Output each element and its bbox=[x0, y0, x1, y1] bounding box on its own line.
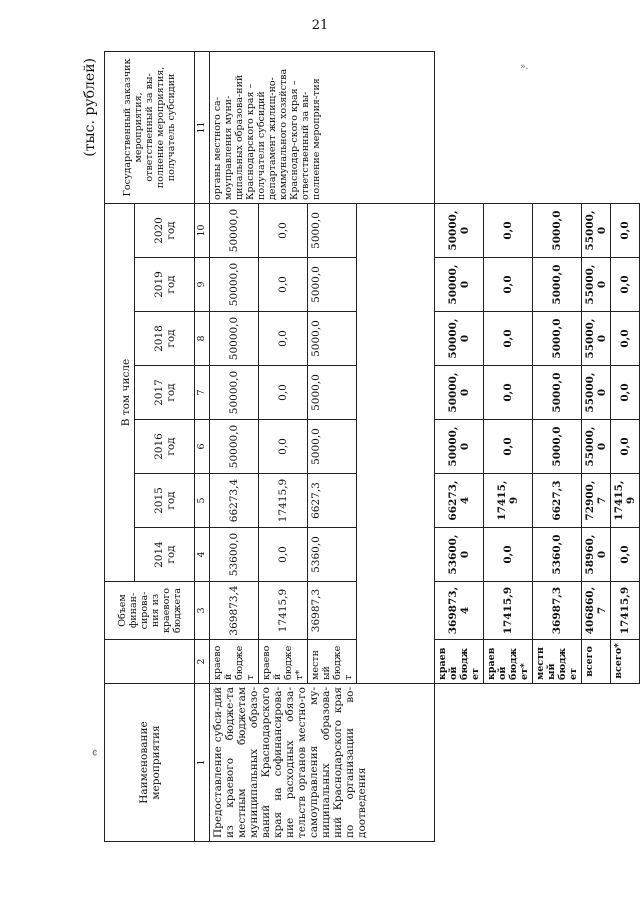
index-cell: 4 bbox=[195, 528, 210, 582]
totals-row bbox=[435, 51, 484, 841]
value-cell: 53600,0 bbox=[435, 528, 484, 582]
value-cell: 55000,0 bbox=[582, 203, 611, 257]
value-cell: 17415,9 bbox=[259, 582, 308, 640]
value-cell: 0,0 bbox=[259, 528, 308, 582]
source-cell: краевой бюджет* bbox=[259, 640, 308, 684]
value-cell: 6627,3 bbox=[308, 474, 357, 528]
header-customer: Государственный заказчик мероприятия, ответственный за вы-полнение мероприятия, получатель субсидии bbox=[105, 51, 195, 203]
header-year: 2018 год bbox=[135, 312, 195, 366]
value-cell: 50000,0 bbox=[435, 366, 484, 420]
value-cell: 5000,0 bbox=[533, 420, 582, 474]
value-cell: 58960,0 bbox=[582, 528, 611, 582]
source-cell: местный бюджет bbox=[533, 640, 582, 684]
value-cell: 17415,9 bbox=[611, 474, 640, 528]
value-cell: 50000,0 bbox=[210, 203, 259, 257]
value-cell: 50000,0 bbox=[210, 420, 259, 474]
index-cell: 11 bbox=[195, 51, 210, 203]
value-cell: 0,0 bbox=[259, 203, 308, 257]
value-cell: 369873,4 bbox=[210, 582, 259, 640]
source-cell: краевой бюджет bbox=[210, 640, 259, 684]
value-cell: 6627,3 bbox=[533, 474, 582, 528]
rotated-document bbox=[82, 52, 637, 842]
index-cell: 8 bbox=[195, 312, 210, 366]
value-cell: 5000,0 bbox=[308, 203, 357, 257]
margin-mark-left: ¢ bbox=[92, 748, 98, 758]
value-cell: 5000,0 bbox=[308, 366, 357, 420]
value-cell: 0,0 bbox=[259, 258, 308, 312]
header-source bbox=[105, 640, 195, 684]
value-cell: 55000,0 bbox=[582, 366, 611, 420]
header-name: Наименование мероприятия bbox=[105, 684, 195, 842]
value-cell: 66273,4 bbox=[210, 474, 259, 528]
value-cell: 36987,3 bbox=[308, 582, 357, 640]
value-cell: 17415,9 bbox=[484, 582, 533, 640]
value-cell: 5360,0 bbox=[308, 528, 357, 582]
value-cell: 369873,4 bbox=[435, 582, 484, 640]
funding-table bbox=[104, 51, 640, 842]
source-cell: местный бюджет bbox=[308, 640, 357, 684]
page-number: 21 bbox=[311, 18, 329, 33]
value-cell: 0,0 bbox=[611, 312, 640, 366]
table-row bbox=[210, 51, 259, 841]
customer-cell: органы местного са-моуправления муни-ципальных образова-ний Краснодарского края – получатели субсидий департамент жилищ-но-коммунального хозяйства Краснодар-ского края – ответственный за вы-полнение мероприя-тия bbox=[210, 51, 435, 203]
header-row-1 bbox=[105, 51, 135, 841]
header-year: 2020 год bbox=[135, 203, 195, 257]
value-cell: 0,0 bbox=[484, 528, 533, 582]
index-cell: 7 bbox=[195, 366, 210, 420]
measure-name: Предоставление субси-дий из краевого бюдже-та местным бюджетам муниципальных образо-ваний Краснодарского края на софинансирова-ние расходных обяза-тельств органов местно-го самоуправления му-ниципальных образова-ний Краснодарского края по организации во-доотведения bbox=[210, 684, 435, 842]
value-cell: 0,0 bbox=[259, 366, 308, 420]
index-cell: 2 bbox=[195, 640, 210, 684]
value-cell: 0,0 bbox=[484, 366, 533, 420]
value-cell: 50000,0 bbox=[210, 312, 259, 366]
header-year: 2017 год bbox=[135, 366, 195, 420]
value-cell: 50000,0 bbox=[435, 258, 484, 312]
units-label: (тыс. рублей) bbox=[82, 58, 98, 157]
header-year: 2015 год bbox=[135, 474, 195, 528]
source-cell: всего* bbox=[611, 640, 640, 684]
header-volume: Объем финан-сирова-ния из краевого бюджета bbox=[105, 582, 195, 640]
value-cell: 0,0 bbox=[484, 312, 533, 366]
value-cell: 0,0 bbox=[484, 420, 533, 474]
value-cell: 0,0 bbox=[484, 258, 533, 312]
value-cell: 5000,0 bbox=[533, 366, 582, 420]
value-cell: 17415,9 bbox=[259, 474, 308, 528]
value-cell: 5000,0 bbox=[533, 203, 582, 257]
value-cell: 50000,0 bbox=[210, 258, 259, 312]
value-cell: 0,0 bbox=[484, 203, 533, 257]
value-cell: 5000,0 bbox=[308, 258, 357, 312]
value-cell: 5000,0 bbox=[308, 312, 357, 366]
value-cell: 0,0 bbox=[611, 420, 640, 474]
value-cell: 17415,9 bbox=[484, 474, 533, 528]
value-cell: 66273,4 bbox=[435, 474, 484, 528]
value-cell: 55000,0 bbox=[582, 258, 611, 312]
value-cell: 5000,0 bbox=[533, 312, 582, 366]
source-cell: всего bbox=[582, 640, 611, 684]
value-cell: 0,0 bbox=[611, 203, 640, 257]
header-year: 2019 год bbox=[135, 258, 195, 312]
margin-mark-right: ». bbox=[520, 62, 529, 72]
value-cell: 5000,0 bbox=[308, 420, 357, 474]
value-cell: 5360,0 bbox=[533, 528, 582, 582]
index-cell: 6 bbox=[195, 420, 210, 474]
value-cell: 72900,7 bbox=[582, 474, 611, 528]
value-cell: 0,0 bbox=[259, 312, 308, 366]
value-cell: 0,0 bbox=[611, 528, 640, 582]
source-cell: краевой бюджет bbox=[435, 640, 484, 684]
value-cell: 0,0 bbox=[259, 420, 308, 474]
value-cell: 5000,0 bbox=[533, 258, 582, 312]
value-cell: 406860,7 bbox=[582, 582, 611, 640]
header-incl: В том числе bbox=[105, 203, 135, 581]
header-year: 2016 год bbox=[135, 420, 195, 474]
source-cell: краевой бюджет* bbox=[484, 640, 533, 684]
value-cell: 53600,0 bbox=[210, 528, 259, 582]
header-year: 2014 год bbox=[135, 528, 195, 582]
value-cell: 0,0 bbox=[611, 366, 640, 420]
value-cell: 50000,0 bbox=[210, 366, 259, 420]
empty-cell bbox=[435, 684, 640, 842]
value-cell: 36987,3 bbox=[533, 582, 582, 640]
value-cell: 17415,9 bbox=[611, 582, 640, 640]
index-cell: 1 bbox=[195, 684, 210, 842]
value-cell: 50000,0 bbox=[435, 420, 484, 474]
value-cell: 50000,0 bbox=[435, 203, 484, 257]
index-cell: 5 bbox=[195, 474, 210, 528]
value-cell: 0,0 bbox=[611, 258, 640, 312]
index-cell: 10 bbox=[195, 203, 210, 257]
index-cell: 9 bbox=[195, 258, 210, 312]
index-cell: 3 bbox=[195, 582, 210, 640]
index-row bbox=[195, 51, 210, 841]
empty-cell bbox=[357, 203, 435, 683]
empty-cell bbox=[435, 51, 640, 203]
value-cell: 50000,0 bbox=[435, 312, 484, 366]
value-cell: 55000,0 bbox=[582, 420, 611, 474]
value-cell: 55000,0 bbox=[582, 312, 611, 366]
